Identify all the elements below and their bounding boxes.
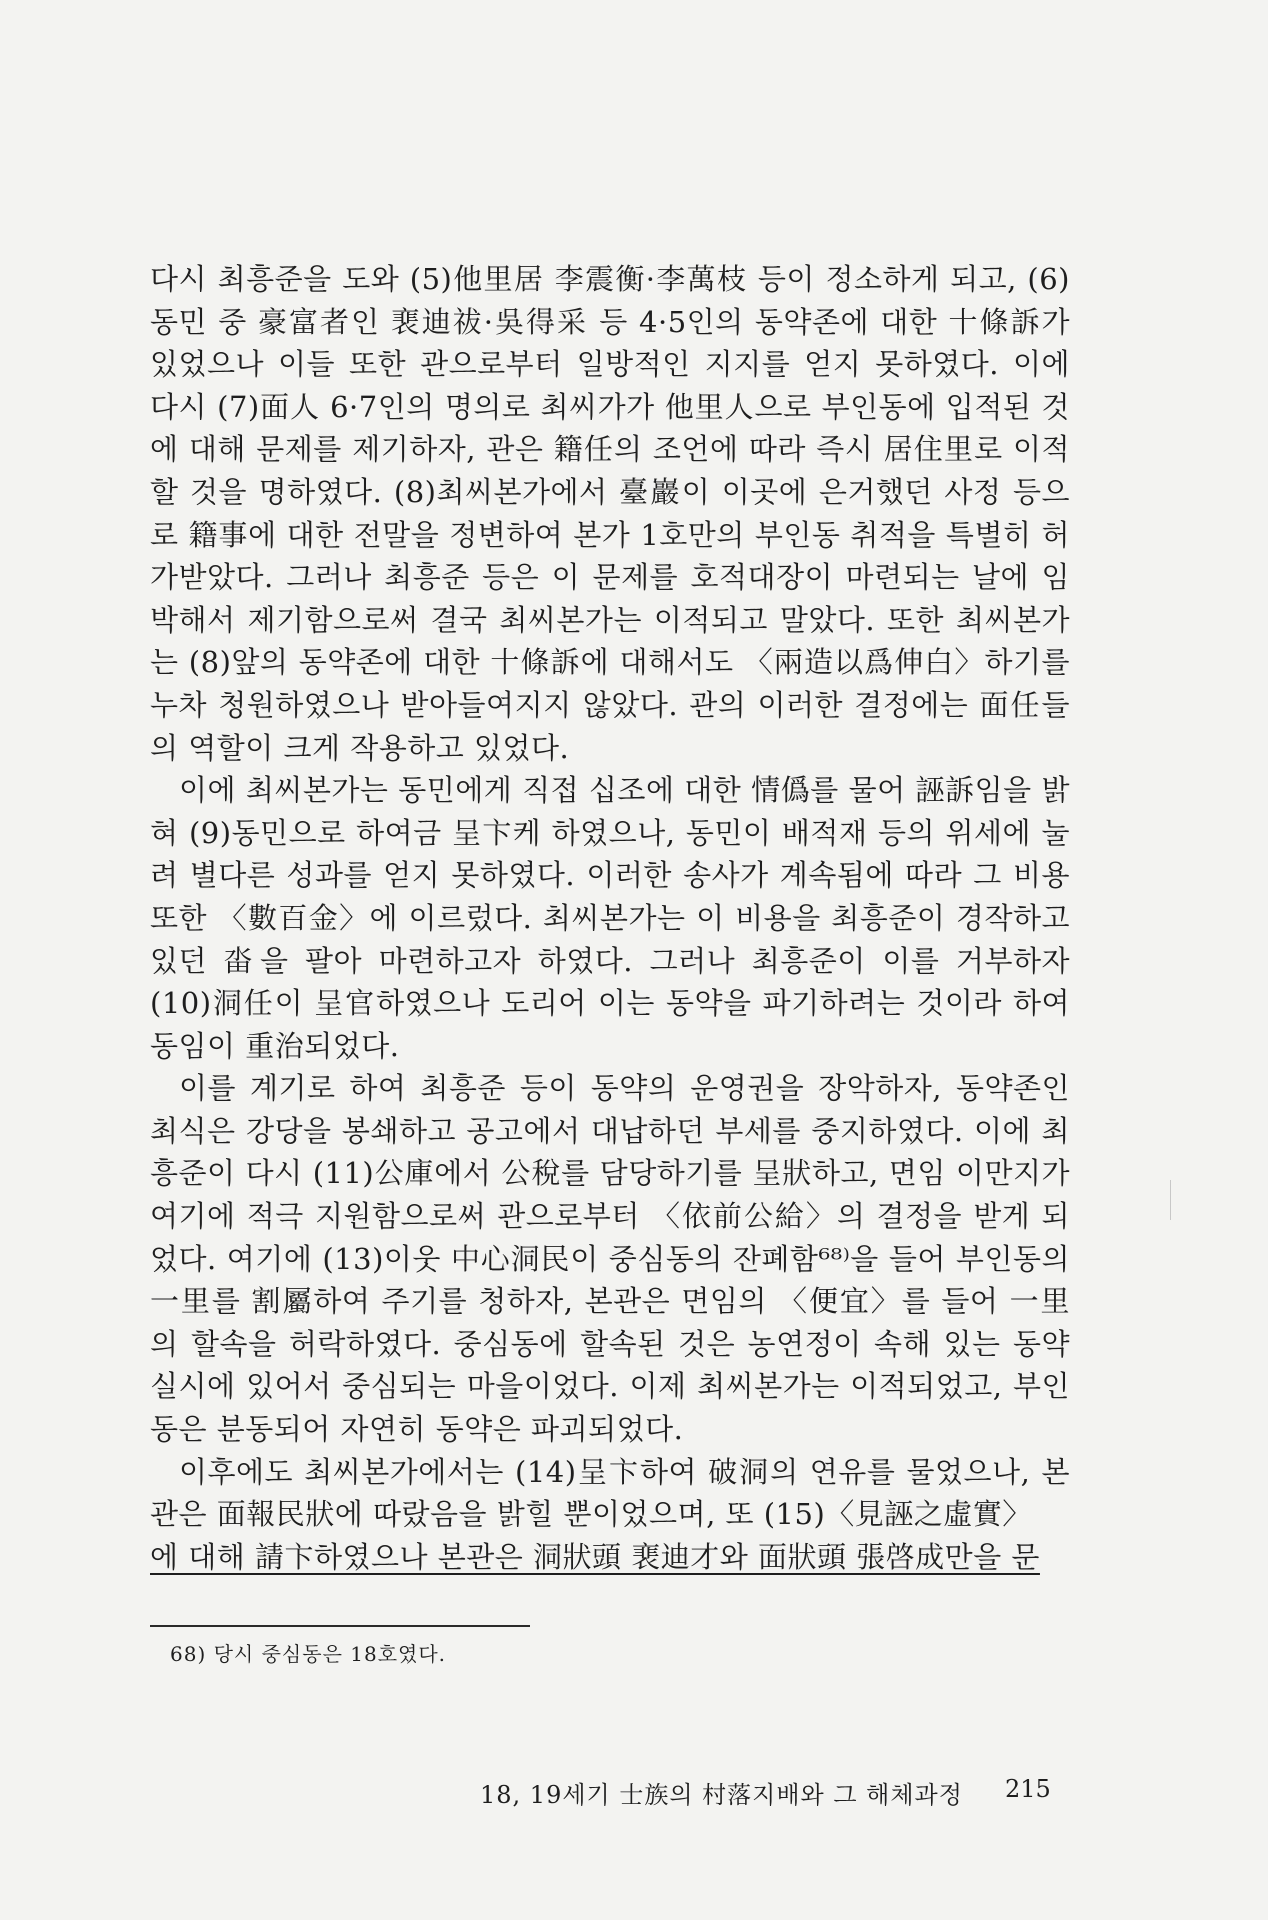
footnote-divider xyxy=(150,1625,530,1627)
paragraph-1: 다시 최흥준을 도와 (5)他里居 李震衡·李萬枝 등이 정소하게 되고, (6)동민 중 豪富者인 裵迪祓·吳得采 등 4·5인의 동약존에 대한 十條訴가 있었으나 이들 또한 관으로부터 일방적인 지지를 얻지 못하였다. 이에 다시 (7)面人 6·7인의 명의로 최씨가가 他里人으로 부인동에 입적된 것에 대해 문제를 제기하자, 관은 籍任의 조언에 따라 즉시 居住里로 이적할 것을 명하였다. (8)최씨본가에서 臺巖이 이곳에 은거했던 사정 등으로 籍事에 대한 전말을 정변하여 본가 1호만의 부인동 취적을 특별히 허가받았다. 그러나 최흥준 등은 이 문제를 호적대장이 마련되는 날에 임박해서 제기함으로써 결국 최씨본가는 이적되고 말았다. 또한 최씨본가는 (8)앞의 동약존에 대한 十條訴에 대해서도 〈兩造以爲伸白〉하기를 누차 청원하였으나 받아들여지지 않았다. 관의 이러한 결정에는 面任들의 역할이 크게 작용하고 있었다. xyxy=(150,262,1070,765)
underlined-last-line: 에 대해 請卞하였으나 본관은 洞狀頭 裵迪才와 面狀頭 張啓成만을 문 xyxy=(150,1539,1040,1574)
body-text xyxy=(150,258,1070,1578)
paragraph-3: 이를 계기로 하여 최흥준 등이 동약의 운영권을 장악하자, 동약존인 최식은 강당을 봉쇄하고 공고에서 대납하던 부세를 중지하였다. 이에 최흥준이 다시 (11)公庫에서 公稅를 담당하기를 呈狀하고, 면임 이만지가 여기에 적극 지원함으로써 관으로부터 〈依前公給〉의 결정을 받게 되었다. 여기에 (13)이웃 中心洞民이 중심동의 잔폐함⁶⁸⁾을 들어 부인동의 一里를 割屬하여 주기를 청하자, 본관은 면임의 〈便宜〉를 들어 一里의 할속을 허락하였다. 중심동에 할속된 것은 농연정이 속해 있는 동약 실시에 있어서 중심되는 마을이었다. 이제 최씨본가는 이적되었고, 부인동은 분동되어 자연히 동약은 파괴되었다. xyxy=(150,1071,1070,1447)
last-line xyxy=(150,1536,1070,1579)
footnote: 68) 당시 중심동은 18호였다. xyxy=(170,1642,447,1666)
margin-mark xyxy=(1170,1180,1171,1220)
paragraph-2: 이에 최씨본가는 동민에게 직접 십조에 대한 情僞를 물어 誣訴임을 밝혀 (9)동민으로 하여금 呈卞케 하였으나, 동민이 배적재 등의 위세에 눌려 별다른 성과를 얻지 못하였다. 이러한 송사가 계속됨에 따라 그 비용 또한 〈數百金〉에 이르렀다. 최씨본가는 이 비용을 최흥준이 경작하고 있던 畓을 팔아 마련하고자 하였다. 그러나 최흥준이 이를 거부하자 (10)洞任이 呈官하였으나 도리어 이는 동약을 파기하려는 것이라 하여 동임이 重治되었다. xyxy=(150,773,1070,1063)
paragraph-4: 이후에도 최씨본가에서는 (14)呈卞하여 破洞의 연유를 물었으나, 본관은 面報民狀에 따랐음을 밝힐 뿐이었으며, 또 (15)〈見誣之虛實〉 xyxy=(150,1454,1070,1532)
page-number: 215 xyxy=(1005,1775,1051,1803)
running-footer: 18, 19세기 士族의 村落지배와 그 해체과정 xyxy=(480,1781,963,1809)
